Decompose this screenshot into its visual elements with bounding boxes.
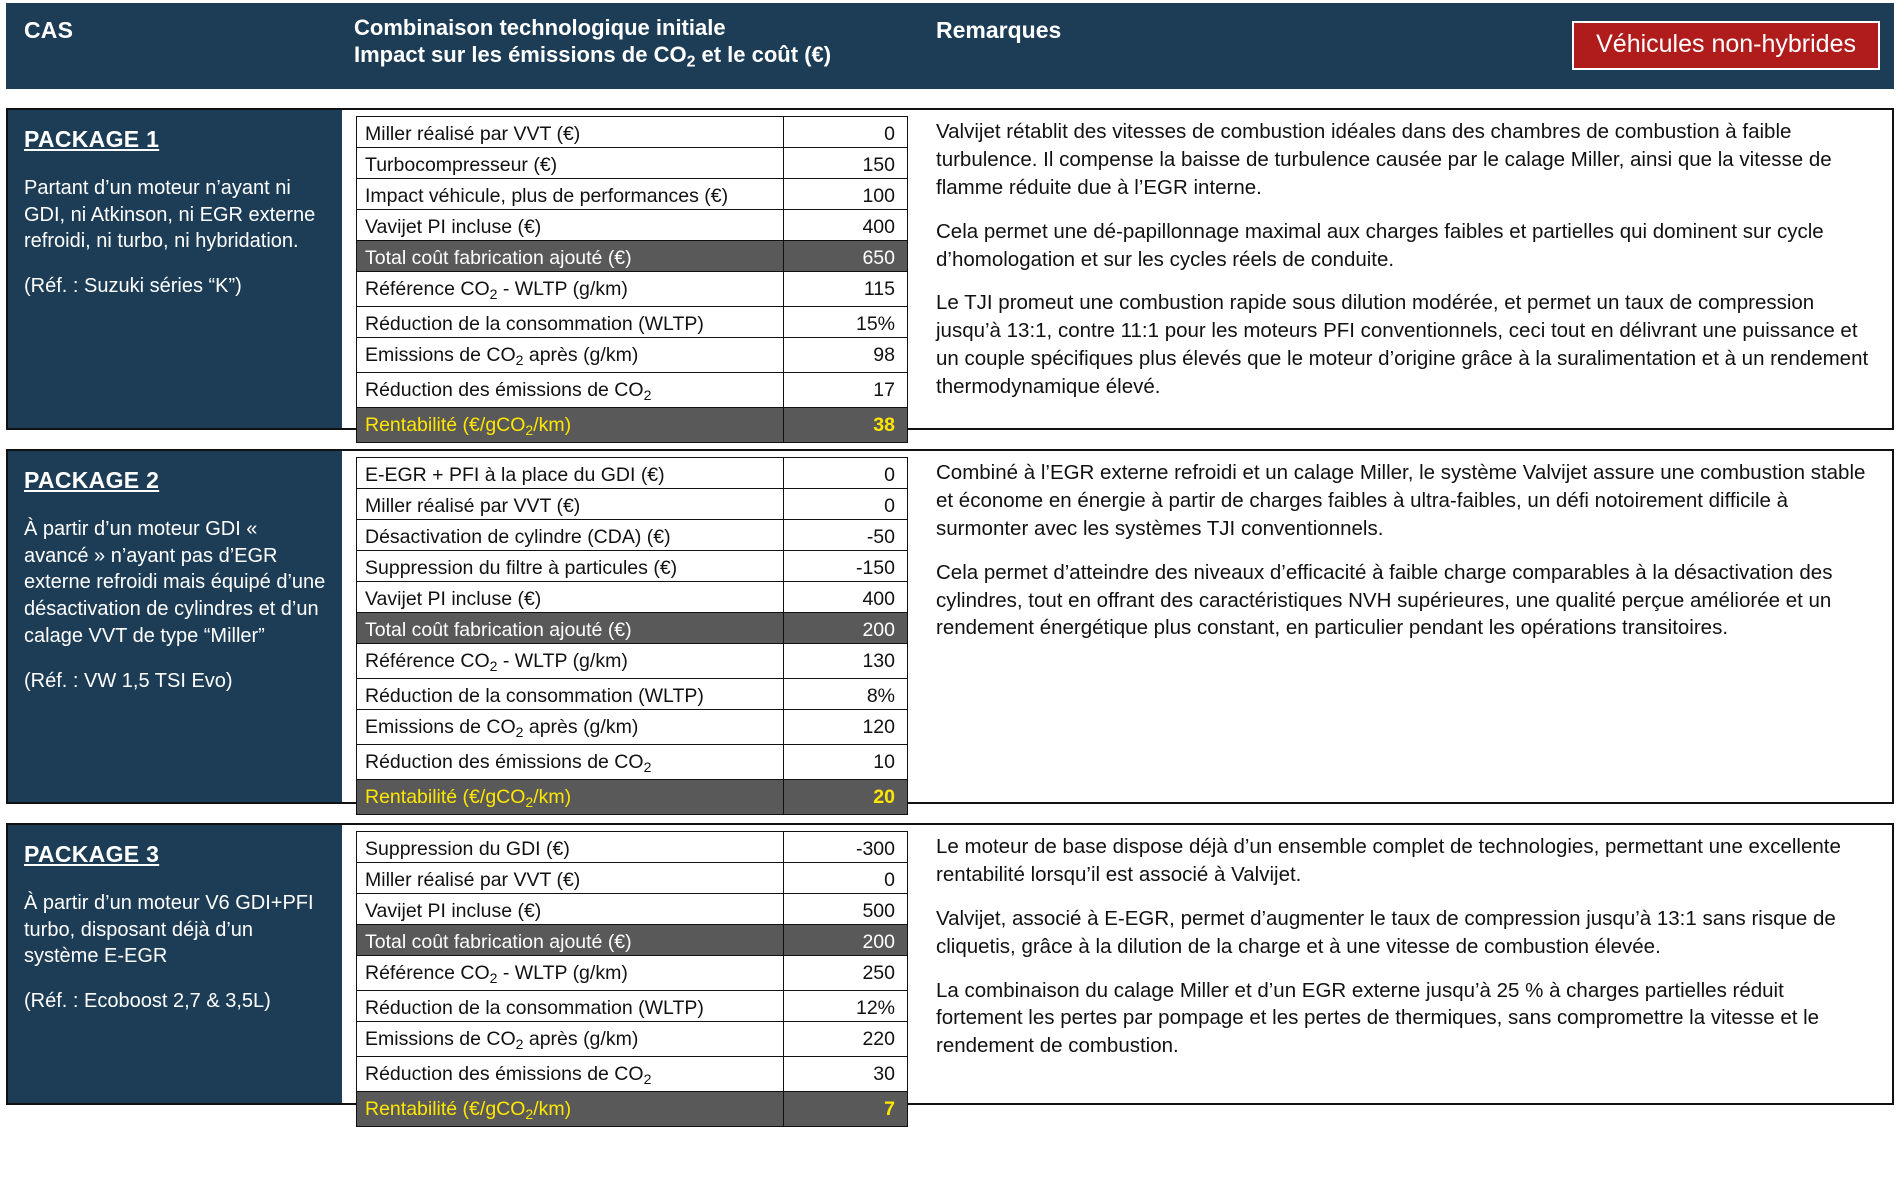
table-row [356, 307, 908, 338]
header-combinaison-line1: Combinaison technologique initiale [354, 15, 726, 40]
table-row [356, 1022, 908, 1057]
row-value: 120 [784, 710, 908, 744]
status-badge: Véhicules non-hybrides [1572, 21, 1880, 70]
table-row [356, 644, 908, 679]
row-value: -50 [784, 520, 908, 550]
remark-paragraph: Le moteur de base dispose déjà d’un ensemble complet de technologies, permettant une excellente rentabilité lorsqu’il est associé à Valvijet. [936, 835, 1841, 886]
row-value: -300 [784, 832, 908, 862]
remark-paragraph: Cela permet d’atteindre des niveaux d’efficacité à faible charge comparables à la désactivation des cylindres, tout en offrant des caractéristiques NVH supérieures, une qualité perçue améliorée et un rendement énergétique plus constant, en particulier pendant les opérations transitoires. [936, 560, 1833, 640]
row-value: 30 [784, 1057, 908, 1091]
row-label: Réduction des émissions de $CO_2$ [356, 373, 784, 407]
row-label: Miller réalisé par VVT (€) [356, 489, 784, 519]
row-value: 400 [784, 582, 908, 612]
header-combinaison-line2-pre: Impact sur les émissions de CO [354, 41, 687, 67]
row-label: Rentabilité (€/gCO$_2$/km) [356, 780, 784, 814]
table-row [356, 1092, 908, 1127]
row-label: Total coût fabrication ajouté (€) [356, 241, 784, 271]
row-value: 250 [784, 956, 908, 990]
package-reference: (Réf. : Suzuki séries “K”) [24, 275, 242, 298]
row-value: 0 [784, 489, 908, 519]
table-row [356, 925, 908, 956]
row-value: 0 [784, 863, 908, 893]
table-row [356, 582, 908, 613]
row-value: 220 [784, 1022, 908, 1056]
row-label: Vavijet PI incluse (€) [356, 210, 784, 240]
row-label: Référence $CO_2$ - WLTP (g/km) [356, 644, 784, 678]
row-label: Référence $CO_2$ - WLTP (g/km) [356, 272, 784, 306]
row-value: 100 [784, 179, 908, 209]
remark-paragraph: Le TJI promeut une combustion rapide sous dilution modérée, et permet un taux de compression jusqu’à 13:1, contre 11:1 pour les moteurs PFI conventionnels, ceci tout en délivrant une puissance et un couple spécifiques plus élevés que le moteur d’origine grâce à la suralimentation et à un rendement thermodynamique élevé. [936, 291, 1869, 398]
table-row [356, 551, 908, 582]
row-value: 8% [784, 679, 908, 709]
row-value: 98 [784, 338, 908, 372]
row-label: Suppression du GDI (€) [356, 832, 784, 862]
package-cost-table [342, 825, 922, 1122]
row-value: 200 [784, 613, 908, 643]
remark-paragraph: Valvijet, associé à E-EGR, permet d’augmenter le taux de compression jusqu’à 13:1 sans risque de cliquetis, grâce à la dilution de la charge et à une vitesse de combustion élevée. [936, 906, 1836, 958]
package-remarks [922, 110, 1892, 428]
document-page [0, 3, 1900, 1191]
table-row [356, 613, 908, 644]
row-label: Impact véhicule, plus de performances (€) [356, 179, 784, 209]
table-row [356, 780, 908, 815]
table-row [356, 745, 908, 780]
package-title: PACKAGE 2 [24, 467, 160, 493]
table-row [356, 710, 908, 745]
table-row [356, 863, 908, 894]
row-label: Miller réalisé par VVT (€) [356, 117, 784, 147]
row-label: Miller réalisé par VVT (€) [356, 863, 784, 893]
package-description: À partir d’un moteur GDI « avancé » n’ayant pas d’EGR externe refroidi mais équipé d’une désactivation de cylindres et d’un calage VVT de type “Miller” [24, 517, 326, 647]
row-label: Vavijet PI incluse (€) [356, 582, 784, 612]
row-label: Réduction de la consommation (WLTP) [356, 307, 784, 337]
package-cost-table [342, 451, 922, 810]
row-label: Réduction de la consommation (WLTP) [356, 991, 784, 1021]
package-reference: (Réf. : VW 1,5 TSI Evo) [24, 669, 233, 692]
row-label: Réduction des émissions de $CO_2$ [356, 745, 784, 779]
table-row [356, 520, 908, 551]
row-value: -150 [784, 551, 908, 581]
package-summary [8, 451, 342, 802]
package-title: PACKAGE 3 [24, 841, 160, 867]
package-summary [8, 825, 342, 1103]
table-row [356, 179, 908, 210]
package-remarks [922, 451, 1892, 802]
table-row [356, 116, 908, 148]
table-row [356, 373, 908, 408]
row-value: 400 [784, 210, 908, 240]
package-cost-table [342, 110, 922, 438]
row-value: 17 [784, 373, 908, 407]
package-block [6, 823, 1894, 1122]
table-row [356, 408, 908, 443]
co2-subscript: 2 [686, 53, 696, 71]
remark-paragraph: Cela permet une dé-papillonnage maximal aux charges faibles et partielles qui dominent sur cycle d’homologation et sur les cycles réels de conduite. [936, 219, 1824, 271]
row-label: Emissions de $CO_2$ après (g/km) [356, 1022, 784, 1056]
header-combinaison-line2-post: et le coût (€) [695, 41, 832, 67]
table-header [6, 3, 1894, 89]
remark-paragraph: Combiné à l’EGR externe refroidi et un calage Miller, le système Valvijet assure une combustion stable et économe en énergie à partir de charges faibles à ultra-faibles, un défi notoirement difficile à surmonter avec les systèmes TJI conventionnels. [936, 461, 1866, 540]
table-row [356, 679, 908, 710]
row-value: 650 [784, 241, 908, 271]
table-row [356, 1057, 908, 1092]
header-combinaison-line2 [354, 42, 922, 72]
header-remarques [922, 3, 1894, 89]
row-label: E-EGR + PFI à la place du GDI (€) [356, 458, 784, 488]
row-label: Désactivation de cylindre (CDA) (€) [356, 520, 784, 550]
table-row [356, 338, 908, 373]
package-summary [8, 110, 342, 428]
row-value: 7 [784, 1092, 908, 1126]
table-row [356, 956, 908, 991]
row-label: Réduction des émissions de $CO_2$ [356, 1057, 784, 1091]
row-label: Emissions de $CO_2$ après (g/km) [356, 710, 784, 744]
row-label: Réduction de la consommation (WLTP) [356, 679, 784, 709]
header-cas: CAS [24, 17, 74, 43]
table-row [356, 991, 908, 1022]
row-value: 115 [784, 272, 908, 306]
row-value: 500 [784, 894, 908, 924]
remark-paragraph: Valvijet rétablit des vitesses de combustion idéales dans des chambres de combustion à faible turbulence. Il compense la baisse de turbulence causée par le calage Miller, ainsi que la vitesse de flamme réduite due à l’EGR interne. [936, 120, 1832, 199]
row-value: 10 [784, 745, 908, 779]
row-label: Référence $CO_2$ - WLTP (g/km) [356, 956, 784, 990]
package-reference: (Réf. : Ecoboost 2,7 & 3,5L) [24, 990, 271, 1013]
package-remarks [922, 825, 1892, 1103]
row-value: 0 [784, 117, 908, 147]
row-label: Vavijet PI incluse (€) [356, 894, 784, 924]
package-description: Partant d’un moteur n’ayant ni GDI, ni Atkinson, ni EGR externe refroidi, ni turbo, ni hybridation. [24, 176, 316, 253]
row-label: Total coût fabrication ajouté (€) [356, 925, 784, 955]
table-row [356, 241, 908, 272]
package-description: À partir d’un moteur V6 GDI+PFI turbo, disposant déjà d’un système E-EGR [24, 891, 314, 968]
table-row [356, 489, 908, 520]
packages-container [6, 108, 1894, 1122]
row-value: 130 [784, 644, 908, 678]
row-label: Turbocompresseur (€) [356, 148, 784, 178]
table-row [356, 148, 908, 179]
row-value: 0 [784, 458, 908, 488]
table-row [356, 210, 908, 241]
row-label: Rentabilité (€/gCO$_2$/km) [356, 1092, 784, 1126]
row-value: 15% [784, 307, 908, 337]
header-combinaison [342, 3, 922, 89]
header-remarques-label: Remarques [936, 17, 1062, 43]
remark-paragraph: La combinaison du calage Miller et d’un EGR externe jusqu’à 25 % à charges partielles réduit fortement les pertes par pompage et les pertes de thermiques, sans compromettre la vitesse et le rendement de combustion. [936, 978, 1820, 1058]
row-label: Suppression du filtre à particules (€) [356, 551, 784, 581]
row-label: Rentabilité (€/gCO$_2$/km) [356, 408, 784, 442]
package-block [6, 449, 1894, 810]
row-value: 200 [784, 925, 908, 955]
row-label: Emissions de $CO_2$ après (g/km) [356, 338, 784, 372]
package-block [6, 108, 1894, 438]
row-value: 20 [784, 780, 908, 814]
table-row [356, 272, 908, 307]
row-value: 12% [784, 991, 908, 1021]
row-label: Total coût fabrication ajouté (€) [356, 613, 784, 643]
table-row [356, 894, 908, 925]
row-value: 38 [784, 408, 908, 442]
row-value: 150 [784, 148, 908, 178]
table-row [356, 831, 908, 863]
package-title: PACKAGE 1 [24, 126, 160, 152]
table-row [356, 457, 908, 489]
